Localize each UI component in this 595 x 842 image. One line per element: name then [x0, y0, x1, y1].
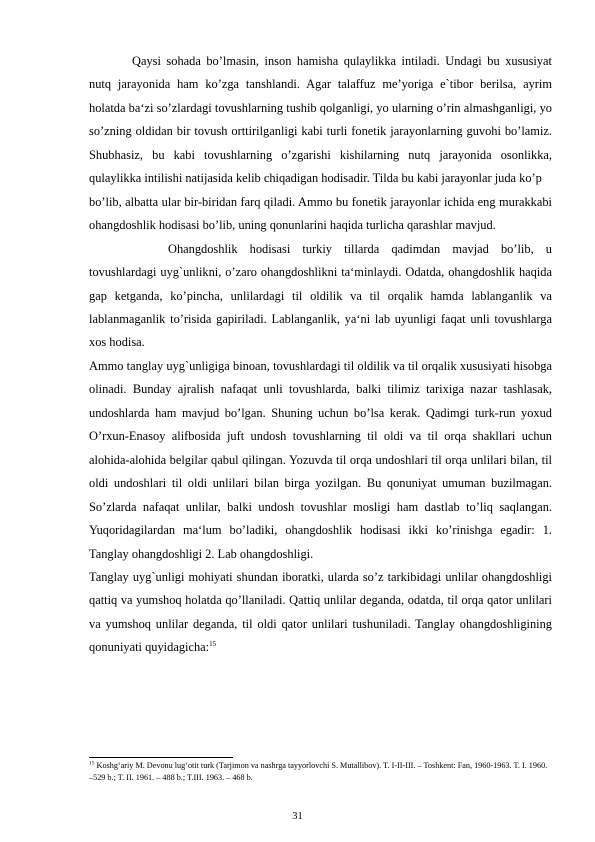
footnote-reference: 15	[209, 640, 217, 649]
footnote	[89, 760, 549, 783]
page-number: 31	[292, 811, 303, 822]
footnote-marker: 15	[89, 760, 95, 767]
paragraph-1: Qaysi sohada bo’lmasin, inson hamisha qulaylikka intiladi. Undagi bu xususiyat nutq jarayonida ham ko’zga tanshlandi. Agar talaffuz me’yoriga e`tibor berilsa, ayrim holatda ba‘zi so’zlardagi tovushlarning tushib qolganligi, yo ularning o’rin almashganligi, yo so’zning oldidan bir tovush orttirilganligi kabi turli fonetik jarayonlarning guvohi bo’lamiz. Shubhasiz, bu kabi tovushlarning o’zgarishi kishilarning nutq jarayonida osonlikka, qulaylikka intilishi natijasida kelib chiqadigan hodisadir. Tilda bu kabi jarayonlar juda ko’p	[89, 54, 552, 186]
paragraph-4: Ammo tanglay uyg`unligiga binoan, tovushlardagi til oldilik va til orqalik xususiyati hisobga olinadi. Bunday ajralish nafaqat unli tovushlarda, balki tilimiz tarixiga nazar tashlasak, undoshlarda ham mavjud bo’lgan. Shuning uchun bo’lsa kerak. Qadimgi turk-run yoxud O’rxun-Enasoy alifbosida juft undosh tovushlarning til oldi va til orqa shakllari uchun alohida-alohida belgilar qabul qilingan. Yozuvda til orqa undoshlari til orqa unlilari bilan, til oldi undoshlari til oldi unlilari bilan birga yozilgan. Bu qonuniyat umuman buzilmagan. So’zlarda nafaqat unlilar, balki undosh tovushlar mosligi ham dastlab to’liq saqlangan. Yuqoridagilardan ma‘lum bo’ladiki, ohangdoshlik hodisasi ikki ko’rinishga egadir: 1. Tanglay ohangdoshligi 2. Lab ohangdoshligi.	[89, 358, 552, 561]
footnote-separator	[89, 757, 233, 758]
paragraph-3: Ohangdoshlik hodisasi turkiy tillarda qadimdan mavjad bo’lib, u tovushlardagi uyg`unlikni, o’zaro ohangdoshlikni ta‘minlaydi. Odatda, ohangdoshlik haqida gap ketganda, ko’pincha, unlilardagi til oldilik va til orqalik hamda lablanganlik va lablanmaganlik to’risida gapiriladi. Lablanganlik, ya‘ni lab uyunligi faqat unli tovushlarga xos hodisa.	[89, 241, 552, 350]
paragraph-5-text: Tanglay uyg`unligi mohiyati shundan iboratki, ularda so’z tarkibidagi unlilar ohangdoshligi qattiq va yumshoq holatda qo’llaniladi. Qattiq unlilar deganda, odatda, til orqa qator unlilari va yumshoq unlilar deganda, til oldi qator unlilari tushuniladi. Tanglay ohangdoshligining qonuniyati quyidagicha:	[89, 569, 552, 655]
footnote-text: Koshg‘ariy M. Devonu lug‘otit turk (Tarjimon va nashrga tayyorlovchi S. Mutallibov). T. I-II-III. – Toshkent: Fan, 1960-1963. T. I. 1960. –529 b.; T. II. 1961. – 488 b.; T.III. 1963. – 468 b.	[89, 761, 548, 782]
body-text	[89, 50, 552, 660]
paragraph-5	[89, 566, 552, 660]
paragraph-2: bo’lib, albatta ular bir-biridan farq qiladi. Ammo bu fonetik jarayonlar ichida eng murakkabi ohangdoshlik hodisasi bo’lib, uning qonunlarini haqida turlicha qarashlar mavjud.	[89, 194, 552, 233]
